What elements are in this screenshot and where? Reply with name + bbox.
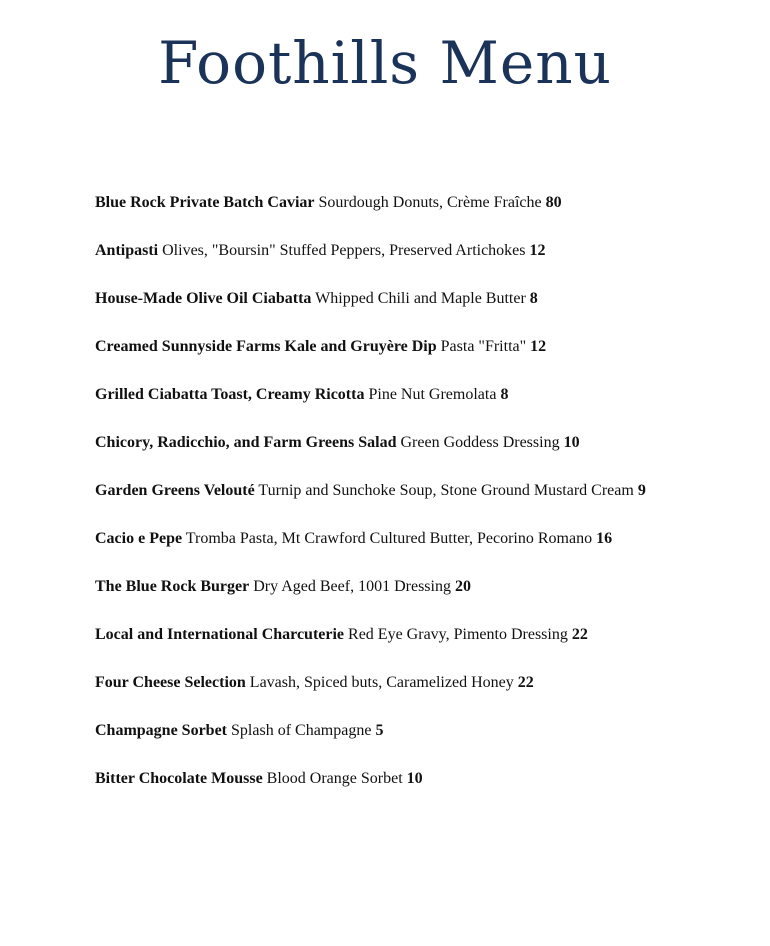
menu-item xyxy=(95,766,685,792)
menu-item xyxy=(95,334,685,360)
item-description: Pasta "Fritta" xyxy=(440,338,527,355)
item-price: 5 xyxy=(375,722,384,739)
menu-item xyxy=(95,190,685,216)
menu-item xyxy=(95,238,685,264)
page-title: Foothills Menu xyxy=(158,29,612,97)
item-name: Champagne Sorbet xyxy=(95,722,228,739)
item-name: Creamed Sunnyside Farms Kale and Gruyère Dip xyxy=(95,338,437,355)
item-description: Olives, "Boursin" Stuffed Peppers, Preserved Artichokes xyxy=(162,242,526,259)
item-name: Bitter Chocolate Mousse xyxy=(95,770,263,787)
menu-item xyxy=(95,526,685,552)
item-name: Blue Rock Private Batch Caviar xyxy=(95,194,315,211)
item-name: The Blue Rock Burger xyxy=(95,578,250,595)
item-price: 16 xyxy=(596,530,613,547)
item-price: 12 xyxy=(529,242,546,259)
menu-item xyxy=(95,430,685,456)
item-name: House-Made Olive Oil Ciabatta xyxy=(95,290,312,307)
item-name: Cacio e Pepe xyxy=(95,530,183,547)
item-description: Sourdough Donuts, Crème Fraîche xyxy=(318,194,542,211)
item-name: Antipasti xyxy=(95,242,159,259)
item-price: 8 xyxy=(500,386,509,403)
item-name: Grilled Ciabatta Toast, Creamy Ricotta xyxy=(95,386,365,403)
item-price: 9 xyxy=(637,482,646,499)
item-description: Green Goddess Dressing xyxy=(400,434,560,451)
item-name: Chicory, Radicchio, and Farm Greens Salad xyxy=(95,434,397,451)
item-price: 22 xyxy=(517,674,534,691)
item-description: Tromba Pasta, Mt Crawford Cultured Butter, Pecorino Romano xyxy=(185,530,593,547)
item-description: Red Eye Gravy, Pimento Dressing xyxy=(348,626,568,643)
item-price: 10 xyxy=(563,434,580,451)
item-description: Splash of Champagne xyxy=(231,722,372,739)
item-description: Pine Nut Gremolata xyxy=(368,386,497,403)
item-name: Local and International Charcuterie xyxy=(95,626,345,643)
item-price: 8 xyxy=(529,290,538,307)
menu-item xyxy=(95,670,685,696)
item-name: Four Cheese Selection xyxy=(95,674,246,691)
menu-item xyxy=(95,718,685,744)
menu-item xyxy=(95,382,685,408)
menu-item xyxy=(95,622,685,648)
menu-item xyxy=(95,478,685,504)
item-description: Whipped Chili and Maple Butter xyxy=(315,290,526,307)
item-price: 80 xyxy=(545,194,562,211)
item-price: 22 xyxy=(571,626,588,643)
item-description: Dry Aged Beef, 1001 Dressing xyxy=(253,578,451,595)
item-price: 12 xyxy=(530,338,547,355)
menu-item xyxy=(95,286,685,312)
item-description: Blood Orange Sorbet xyxy=(266,770,403,787)
menu-item xyxy=(95,574,685,600)
item-description: Turnip and Sunchoke Soup, Stone Ground Mustard Cream xyxy=(258,482,634,499)
menu-list xyxy=(95,190,685,814)
item-name: Garden Greens Velouté xyxy=(95,482,255,499)
item-price: 20 xyxy=(454,578,471,595)
item-description: Lavash, Spiced buts, Caramelized Honey xyxy=(249,674,514,691)
item-price: 10 xyxy=(406,770,423,787)
